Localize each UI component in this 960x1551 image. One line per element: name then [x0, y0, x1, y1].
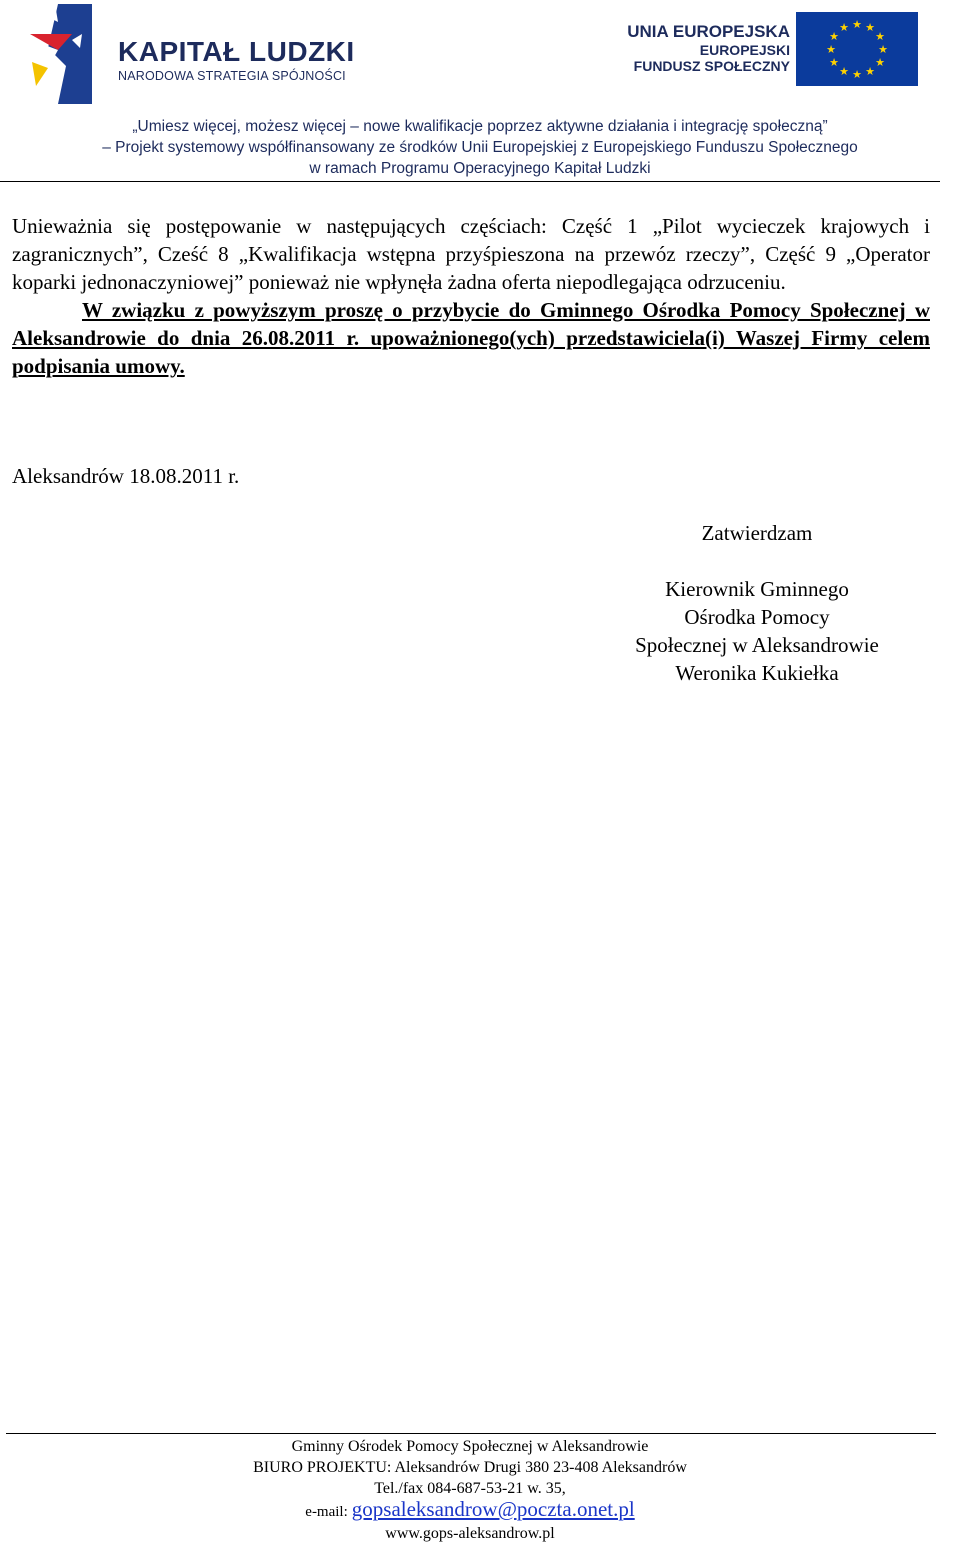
approval-label: Zatwierdzam — [701, 521, 813, 545]
signature-line: Społecznej w Aleksandrowie — [635, 633, 879, 657]
signature-line: Weronika Kukiełka — [675, 661, 839, 685]
svg-text:★: ★ — [875, 56, 885, 69]
invitation-paragraph: W związku z powyższym proszę o przybycie do Gminnego Ośrodka Pomocy Społecznej w Aleksandrowie do dnia 26.08.2011 r. upoważnionego(ych) przedstawiciela(i) Waszej Firmy celem podpisania umowy. — [12, 298, 930, 378]
svg-text:★: ★ — [878, 43, 888, 56]
svg-text:★: ★ — [839, 65, 849, 78]
svg-text:★: ★ — [865, 21, 875, 34]
tagline-line2: – Projekt systemowy współfinansowany ze środków Unii Europejskiej z Europejskiego Funduszu Społecznego — [102, 139, 858, 156]
eu-line2: EUROPEJSKI — [699, 42, 790, 58]
footer-divider — [6, 1433, 936, 1434]
svg-text:★: ★ — [829, 30, 839, 43]
tagline-line3: w ramach Programu Operacyjnego Kapitał Ludzki — [309, 160, 651, 177]
annulment-paragraph: Unieważnia się postępowanie w następujących częściach: Część 1 „Pilot wycieczek krajowych i zagranicznych”, Cześć 8 „Kwalifikacja wstępna przyśpieszona na przewóz rzeczy”, Część 9 „Operator koparki jednonaczyniowej” ponieważ nie wpłynęła żadna oferta niepodlegająca odrzuceniu. — [12, 214, 930, 294]
footer-address: BIURO PROJEKTU: Aleksandrów Drugi 380 23-408 Aleksandrów — [253, 1459, 687, 1476]
eu-line1: UNIA EUROPEJSKA — [627, 22, 790, 41]
email-label: e-mail: — [305, 1504, 348, 1520]
footer-website[interactable]: www.gops-aleksandrow.pl — [385, 1525, 555, 1542]
email-link[interactable]: gopsaleksandrow@poczta.onet.pl — [351, 1497, 635, 1521]
svg-text:★: ★ — [829, 56, 839, 69]
svg-text:★: ★ — [875, 30, 885, 43]
document-header — [0, 0, 960, 182]
eu-text — [627, 22, 790, 74]
header-divider — [0, 181, 940, 182]
signature-line: Kierownik Gminnego — [665, 577, 849, 601]
eu-line3: FUNDUSZ SPOŁECZNY — [633, 58, 790, 74]
footer-institution: Gminny Ośrodek Pomocy Społecznej w Aleksandrowie — [291, 1438, 649, 1455]
footer-phone: Tel./fax 084-687-53-21 w. 35, — [374, 1480, 566, 1497]
project-tagline — [0, 116, 960, 179]
place-and-date: Aleksandrów 18.08.2011 r. — [12, 464, 240, 488]
eu-flag-icon — [796, 12, 918, 86]
document-footer — [0, 1436, 940, 1544]
document-body — [12, 212, 930, 380]
svg-text:★: ★ — [865, 65, 875, 78]
kl-title: KAPITAŁ LUDZKI — [118, 36, 355, 67]
kl-subtitle: NARODOWA STRATEGIA SPÓJNOŚCI — [118, 69, 346, 83]
kapital-ludzki-logo — [28, 4, 368, 104]
signature-block — [600, 575, 914, 687]
eu-logo — [610, 10, 930, 90]
footer-email-row — [0, 1499, 940, 1523]
svg-text:★: ★ — [826, 43, 836, 56]
kapital-ludzki-emblem-icon — [28, 4, 98, 104]
svg-text:★: ★ — [852, 18, 862, 31]
signature-line: Ośrodka Pomocy — [684, 605, 830, 629]
tagline-line1: „Umiesz więcej, możesz więcej – nowe kwalifikacje poprzez aktywne działania i integrację społeczną” — [132, 118, 828, 135]
svg-text:★: ★ — [839, 21, 849, 34]
svg-text:★: ★ — [852, 68, 862, 81]
